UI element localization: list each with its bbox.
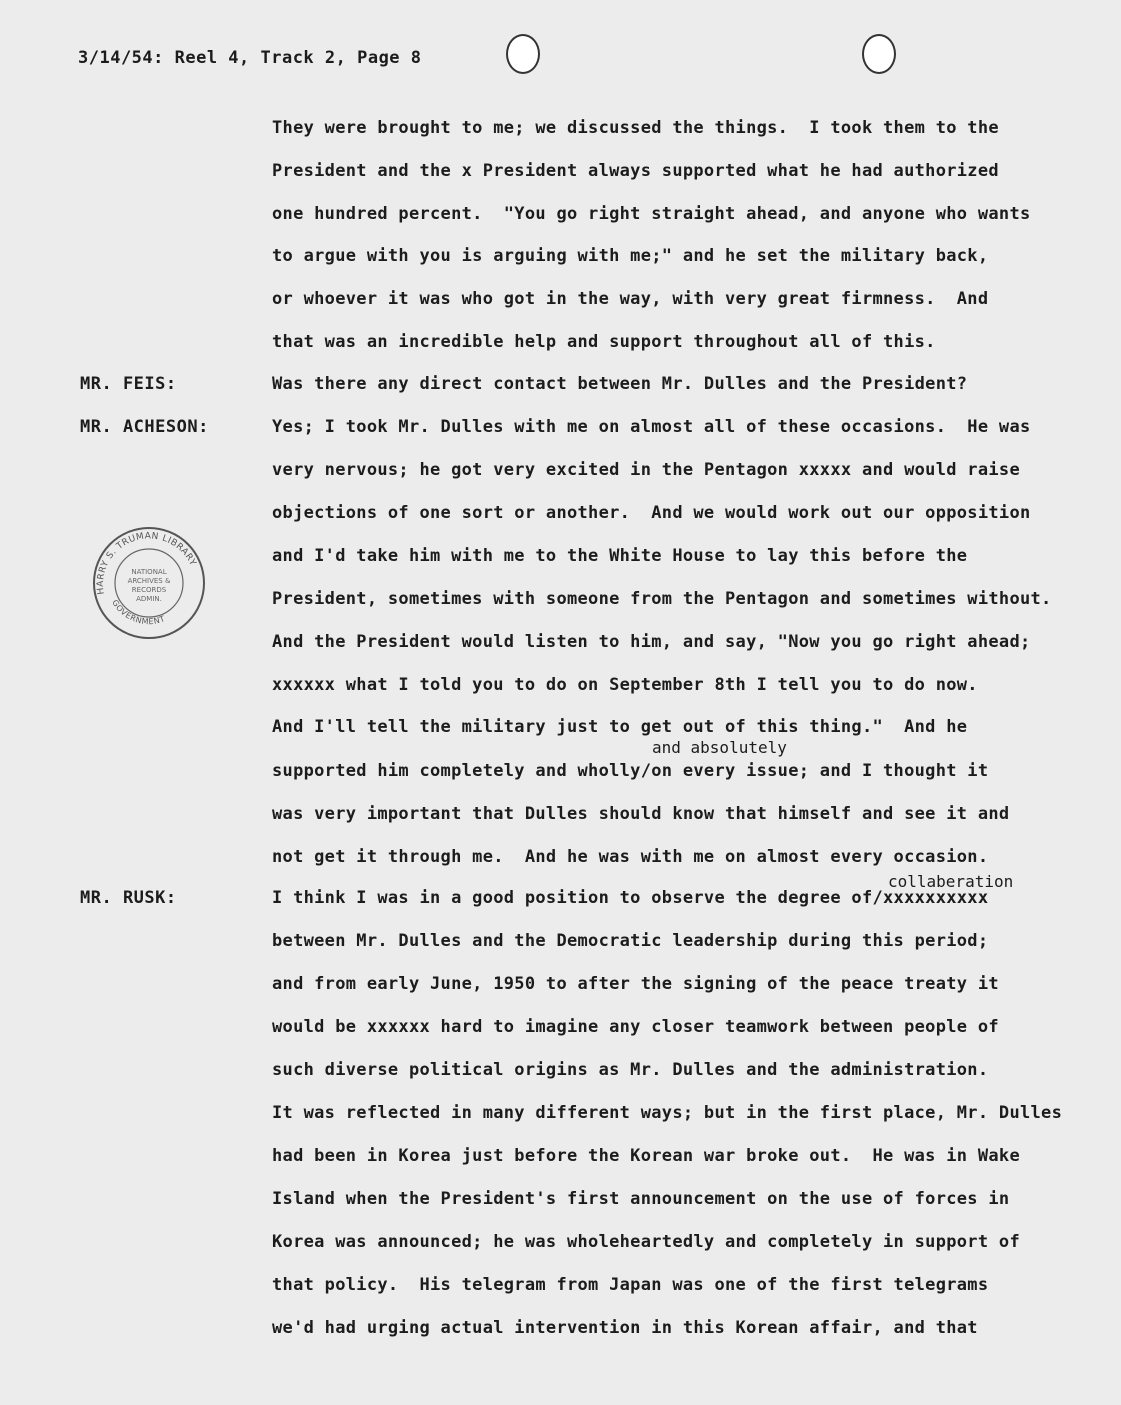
punch-hole-left	[506, 34, 540, 74]
speaker-acheson: MR. ACHESON:	[80, 417, 209, 437]
svg-text:ARCHIVES &: ARCHIVES &	[127, 577, 171, 585]
svg-text:GOVERNMENT: GOVERNMENT	[110, 598, 167, 627]
body-line: And I'll tell the military just to get out of this thing." And he	[272, 717, 968, 737]
body-line: very nervous; he got very excited in the Pentagon xxxxx and would raise	[272, 460, 1020, 480]
body-line: Korea was announced; he was wholeheartedly and completely in support of	[272, 1232, 1020, 1252]
svg-text:RECORDS: RECORDS	[131, 586, 167, 594]
body-line: Yes; I took Mr. Dulles with me on almost all of these occasions. He was	[272, 417, 1031, 437]
body-line: one hundred percent. "You go right straight ahead, and anyone who wants	[272, 204, 1031, 224]
body-line: or whoever it was who got in the way, with very great firmness. And	[272, 289, 989, 309]
body-line: They were brought to me; we discussed the things. I took them to the	[272, 118, 999, 138]
insert-absolutely: and absolutely	[652, 738, 787, 757]
svg-text:ADMIN.: ADMIN.	[136, 595, 162, 603]
body-line: President, sometimes with someone from the Pentagon and sometimes without.	[272, 589, 1052, 609]
page-header: 3/14/54: Reel 4, Track 2, Page 8	[78, 48, 422, 68]
svg-text:NATIONAL: NATIONAL	[131, 568, 167, 576]
body-line: and from early June, 1950 to after the signing of the peace treaty it	[272, 974, 999, 994]
body-line: I think I was in a good position to observe the degree of/xxxxxxxxxx	[272, 888, 989, 908]
body-line: between Mr. Dulles and the Democratic leadership during this period;	[272, 931, 989, 951]
body-line: It was reflected in many different ways; but in the first place, Mr. Dulles	[272, 1103, 1063, 1123]
speaker-feis: MR. FEIS:	[80, 374, 177, 394]
body-line: we'd had urging actual intervention in this Korean affair, and that	[272, 1318, 978, 1338]
svg-text:HARRY S. TRUMAN LIBRARY: HARRY S. TRUMAN LIBRARY	[95, 531, 198, 596]
body-line: such diverse political origins as Mr. Dulles and the administration.	[272, 1060, 989, 1080]
archive-stamp-seal	[90, 524, 208, 642]
body-line: was very important that Dulles should know that himself and see it and	[272, 804, 1010, 824]
body-line: not get it through me. And he was with me on almost every occasion.	[272, 847, 989, 867]
body-line: had been in Korea just before the Korean war broke out. He was in Wake	[272, 1146, 1020, 1166]
punch-hole-right	[862, 34, 896, 74]
body-line: to argue with you is arguing with me;" and he set the military back,	[272, 246, 989, 266]
body-line: that was an incredible help and support throughout all of this.	[272, 332, 936, 352]
body-line: Was there any direct contact between Mr. Dulles and the President?	[272, 374, 968, 394]
body-line: would be xxxxxx hard to imagine any closer teamwork between people of	[272, 1017, 999, 1037]
body-line: objections of one sort or another. And we would work out our opposition	[272, 503, 1031, 523]
body-line: that policy. His telegram from Japan was one of the first telegrams	[272, 1275, 989, 1295]
body-line: Island when the President's first announcement on the use of forces in	[272, 1189, 1010, 1209]
body-line: And the President would listen to him, and say, "Now you go right ahead;	[272, 632, 1031, 652]
speaker-rusk: MR. RUSK:	[80, 888, 177, 908]
body-line: and I'd take him with me to the White House to lay this before the	[272, 546, 968, 566]
insert-collaberation: collaberation	[888, 872, 1014, 891]
body-line: supported him completely and wholly/on every issue; and I thought it	[272, 761, 989, 781]
body-line: xxxxxx what I told you to do on September 8th I tell you to do now.	[272, 675, 978, 695]
body-line: President and the x President always supported what he had authorized	[272, 161, 999, 181]
